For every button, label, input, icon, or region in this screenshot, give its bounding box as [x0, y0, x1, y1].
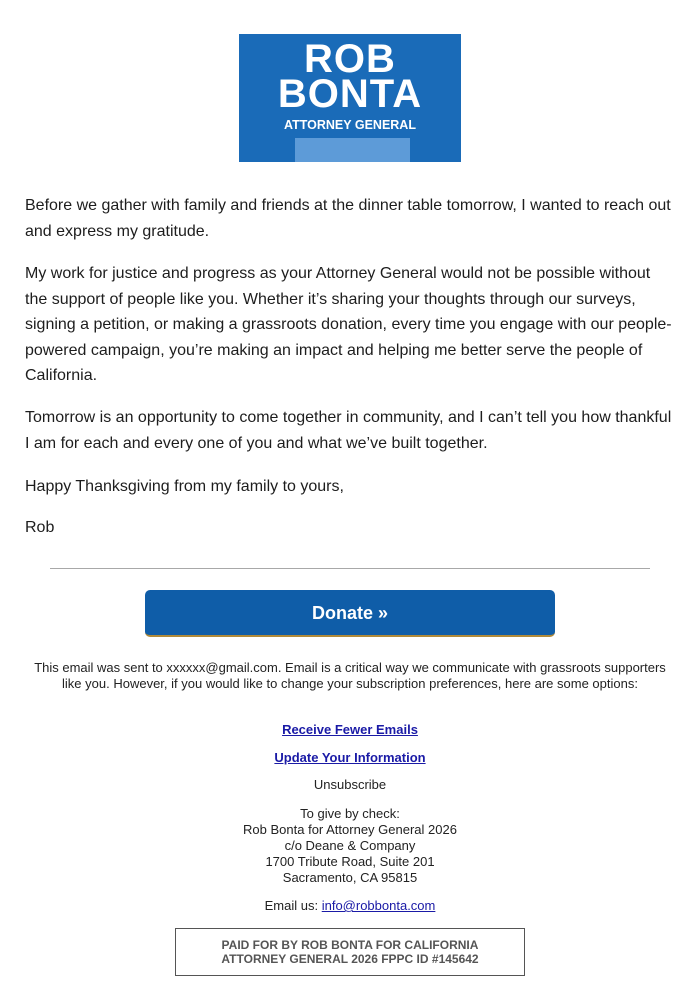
receive-fewer-emails-link[interactable]: Receive Fewer Emails: [282, 722, 418, 737]
email-prefix: Email us:: [264, 898, 319, 913]
logo-subtitle: ATTORNEY GENERAL: [284, 118, 416, 132]
address-line: c/o Deane & Company: [284, 838, 416, 853]
message-paragraph-2: My work for justice and progress as your Attorney General would not be possible without the support of people like you. Whether it’s sharing your thoughts through our surveys, signing a petition, or making a grassroots donation, every time you engage with our people-powered campaign, you’re making an impact and helping me better serve the people of California.: [25, 265, 672, 384]
logo-first-name: ROB: [304, 37, 396, 81]
check-heading: To give by check:: [300, 806, 400, 821]
contact-email-link[interactable]: info@robbonta.com: [321, 898, 436, 913]
donate-button[interactable]: Donate »: [145, 590, 555, 637]
message-paragraph-1: Before we gather with family and friends at the dinner table tomorrow, I wanted to reach out and express my gratitude.: [25, 197, 671, 240]
check-address-block: [25, 806, 675, 886]
footer-notice: This email was sent to xxxxxx@gmail.com. Email is a critical way we communicate with grassroots supporters like you. However, if you would like to change your subscription preferences, here are some options:: [34, 660, 666, 691]
address-line: 1700 Tribute Road, Suite 201: [265, 854, 435, 869]
paid-for-disclaimer: PAID FOR BY ROB BONTA FOR CALIFORNIA ATTORNEY GENERAL 2026 FPPC ID #145642: [175, 928, 525, 976]
update-information-link[interactable]: Update Your Information: [274, 750, 426, 765]
logo-accent-bar: [295, 138, 410, 162]
campaign-logo: [239, 34, 461, 162]
message-paragraph-3: Tomorrow is an opportunity to come together in community, and I can’t tell you how thankful I am for each and every one of you and what we’ve built together.: [25, 409, 672, 452]
address-line: Sacramento, CA 95815: [282, 870, 418, 885]
contact-email-row: [25, 898, 675, 914]
divider: [50, 568, 650, 569]
update-information-row: [25, 750, 675, 766]
unsubscribe-link[interactable]: Unsubscribe: [313, 777, 387, 792]
receive-fewer-emails-row: [25, 722, 675, 738]
logo-last-name: BONTA: [277, 72, 423, 116]
message-signature: Rob: [25, 519, 55, 536]
message-closing: Happy Thanksgiving from my family to yours,: [25, 478, 344, 495]
address-line: Rob Bonta for Attorney General 2026: [243, 822, 457, 837]
